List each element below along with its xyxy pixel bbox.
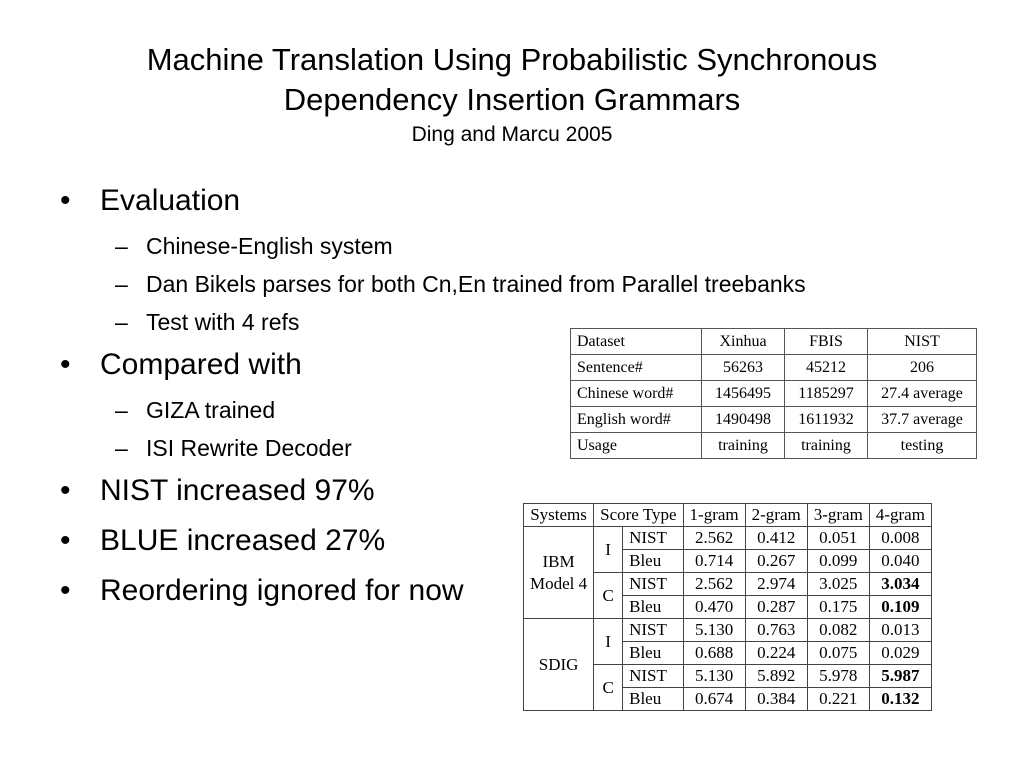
- score-cell: 0.267: [745, 550, 807, 573]
- title-subtitle: Ding and Marcu 2005: [411, 123, 613, 146]
- score-cell: 0.051: [807, 527, 869, 550]
- dataset-cell: 206: [868, 355, 977, 381]
- dataset-cell: training: [785, 433, 868, 459]
- condition-label: I: [594, 619, 623, 665]
- score-type-cell: NIST: [623, 573, 683, 596]
- bullet-reordering: • Reordering ignored for now: [60, 572, 860, 610]
- bullet-nist-increased: • NIST increased 97%: [60, 472, 860, 510]
- score-type-cell: Bleu: [623, 550, 683, 573]
- system-name-line: Model 4: [530, 573, 588, 593]
- dataset-cell: 45212: [785, 355, 868, 381]
- dataset-header-cell: Dataset: [571, 329, 702, 355]
- score-cell: 0.013: [869, 619, 931, 642]
- score-type-cell: Bleu: [623, 596, 683, 619]
- condition-label: C: [594, 665, 623, 711]
- dataset-row: [571, 433, 977, 459]
- results-header-cell: Systems: [524, 504, 594, 527]
- dataset-cell: 1611932: [785, 407, 868, 433]
- dataset-cell: English word#: [571, 407, 702, 433]
- score-type-cell: NIST: [623, 527, 683, 550]
- score-cell: 0.384: [745, 688, 807, 711]
- dataset-header-cell: FBIS: [785, 329, 868, 355]
- system-name-line: IBM: [542, 551, 575, 571]
- results-row: [524, 527, 932, 550]
- score-cell: 2.562: [683, 527, 745, 550]
- title-line-1: Machine Translation Using Probabilistic Synchronous: [146, 42, 878, 77]
- dataset-header-cell: Xinhua: [702, 329, 785, 355]
- score-cell: 0.224: [745, 642, 807, 665]
- system-ibm-model4: [524, 527, 594, 619]
- score-cell: 0.175: [807, 596, 869, 619]
- score-cell: 0.082: [807, 619, 869, 642]
- dataset-cell: Chinese word#: [571, 381, 702, 407]
- results-header-cell: 1-gram: [683, 504, 745, 527]
- title-line-2: Dependency Insertion Grammars: [283, 82, 741, 117]
- slide-title: [0, 40, 1024, 150]
- bullet-compared-with: • Compared with: [60, 346, 860, 384]
- dataset-row: [571, 381, 977, 407]
- results-row: [524, 619, 932, 642]
- score-cell-best: 3.034: [869, 573, 931, 596]
- dataset-cell: 1185297: [785, 381, 868, 407]
- score-cell-best: 0.109: [869, 596, 931, 619]
- score-cell: 5.892: [745, 665, 807, 688]
- results-table: [523, 503, 932, 711]
- score-cell: 0.008: [869, 527, 931, 550]
- dataset-row: [571, 355, 977, 381]
- score-cell: 0.040: [869, 550, 931, 573]
- sub-bullet-giza: – GIZA trained: [60, 396, 860, 424]
- dataset-cell: 27.4 average: [868, 381, 977, 407]
- score-cell: 0.714: [683, 550, 745, 573]
- condition-label: C: [594, 573, 623, 619]
- dataset-cell: training: [702, 433, 785, 459]
- sub-bullet-bikels: – Dan Bikels parses for both Cn,En trained from Parallel treebanks: [60, 270, 846, 298]
- score-type-cell: NIST: [623, 665, 683, 688]
- score-cell: 5.130: [683, 665, 745, 688]
- score-cell: 3.025: [807, 573, 869, 596]
- score-cell: 0.221: [807, 688, 869, 711]
- score-cell: 0.763: [745, 619, 807, 642]
- system-sdig: SDIG: [524, 619, 594, 711]
- sub-bullet-chinese-english: – Chinese-English system: [60, 232, 860, 260]
- results-header-cell: 3-gram: [807, 504, 869, 527]
- score-cell: 0.099: [807, 550, 869, 573]
- score-cell: 5.130: [683, 619, 745, 642]
- score-cell-best: 5.987: [869, 665, 931, 688]
- dataset-row: [571, 407, 977, 433]
- dataset-cell: 37.7 average: [868, 407, 977, 433]
- dataset-cell: 1456495: [702, 381, 785, 407]
- score-type-cell: Bleu: [623, 642, 683, 665]
- dataset-cell: Usage: [571, 433, 702, 459]
- results-header-row: [524, 504, 932, 527]
- dataset-cell: 1490498: [702, 407, 785, 433]
- score-cell-best: 0.132: [869, 688, 931, 711]
- score-cell: 0.287: [745, 596, 807, 619]
- score-cell: 0.674: [683, 688, 745, 711]
- results-header-cell: 2-gram: [745, 504, 807, 527]
- score-cell: 2.974: [745, 573, 807, 596]
- condition-label: I: [594, 527, 623, 573]
- score-type-cell: Bleu: [623, 688, 683, 711]
- bullet-blue-increased: • BLUE increased 27%: [60, 522, 860, 560]
- sub-bullet-isi: – ISI Rewrite Decoder: [60, 434, 860, 462]
- score-cell: 0.075: [807, 642, 869, 665]
- dataset-cell: Sentence#: [571, 355, 702, 381]
- score-cell: 0.412: [745, 527, 807, 550]
- results-header-cell: Score Type: [594, 504, 683, 527]
- dataset-table: [570, 328, 977, 459]
- bullet-evaluation: • Evaluation: [60, 182, 860, 220]
- score-cell: 0.470: [683, 596, 745, 619]
- dataset-header-cell: NIST: [868, 329, 977, 355]
- score-type-cell: NIST: [623, 619, 683, 642]
- sub-bullet-refs: – Test with 4 refs: [60, 308, 860, 336]
- score-cell: 2.562: [683, 573, 745, 596]
- score-cell: 0.029: [869, 642, 931, 665]
- dataset-cell: 56263: [702, 355, 785, 381]
- dataset-header-row: [571, 329, 977, 355]
- dataset-cell: testing: [868, 433, 977, 459]
- results-header-cell: 4-gram: [869, 504, 931, 527]
- score-cell: 5.978: [807, 665, 869, 688]
- score-cell: 0.688: [683, 642, 745, 665]
